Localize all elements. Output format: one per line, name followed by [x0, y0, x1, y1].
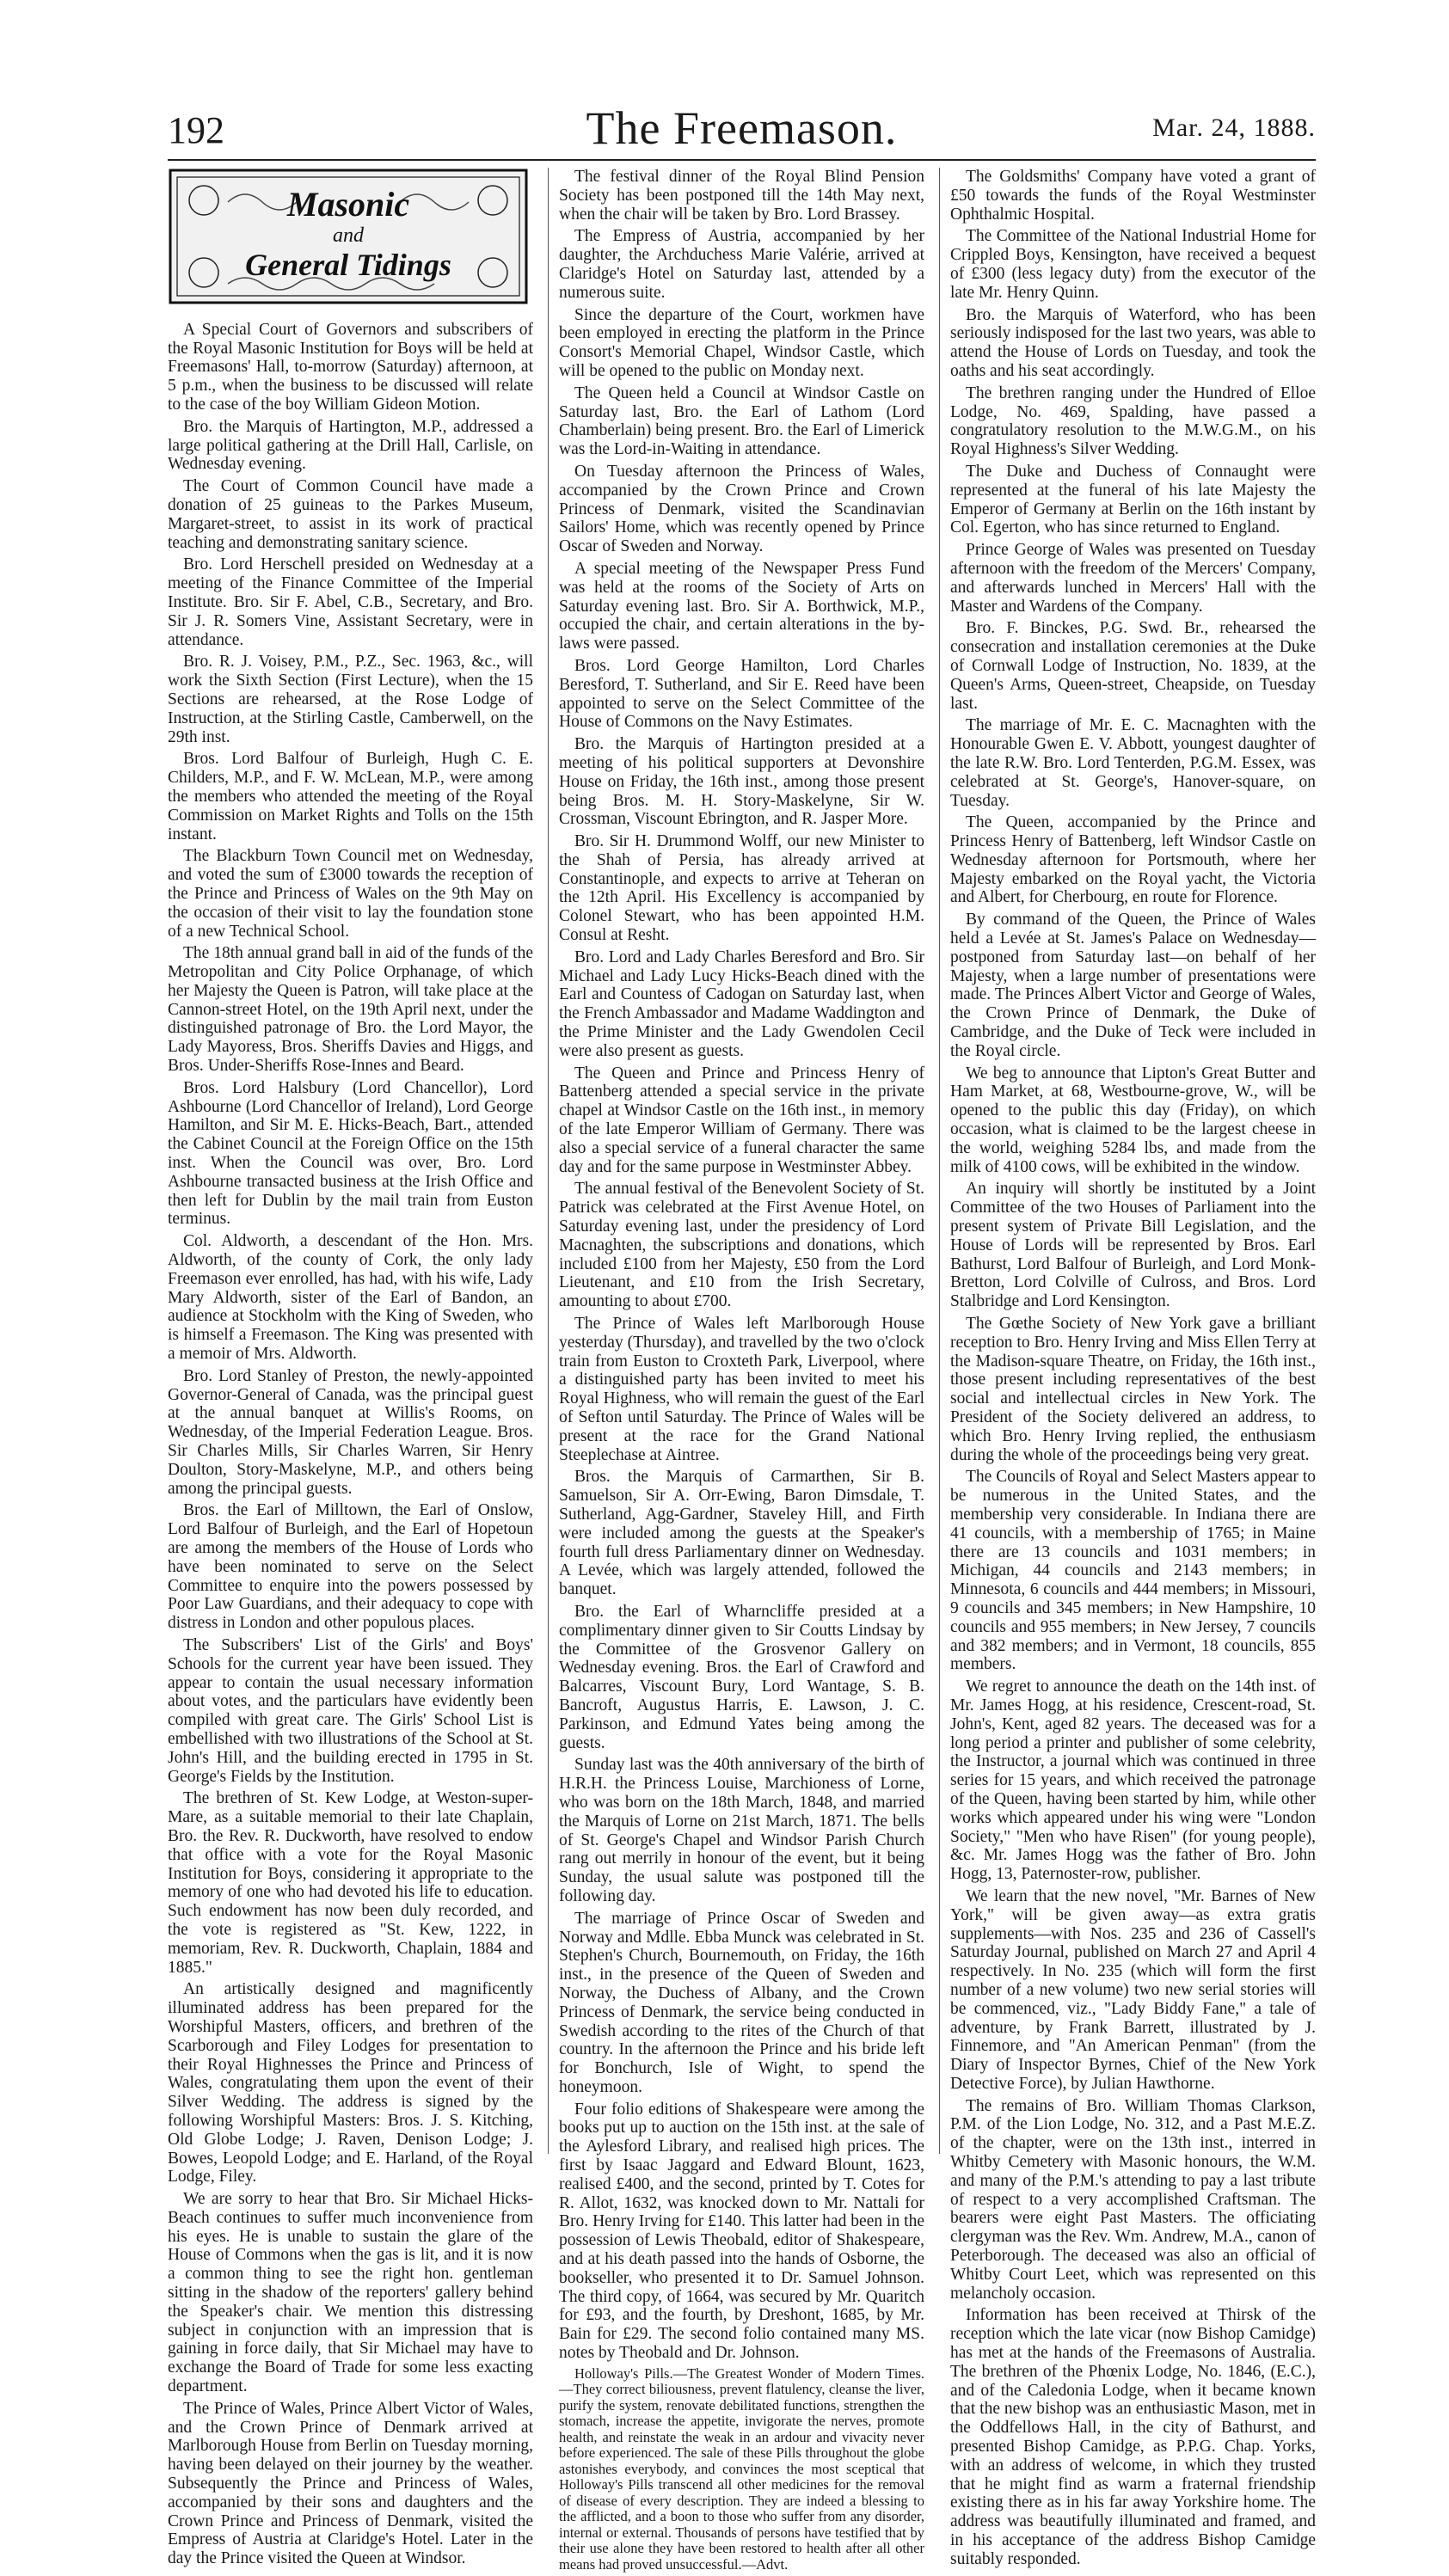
- news-paragraph: Col. Aldworth, a descendant of the Hon. Mrs. Aldworth, of the county of Cork, the only lady Freemason ever enrolled, has had, with his wife, Lady Mary Aldworth, sister of the Earl of Bandon, an audience at Stockholm with the King of Sweden, who is himself a Freemason. The King was presented with a memoir of Mrs. Aldworth.: [168, 1232, 533, 1364]
- news-paragraph: Bros. Lord Balfour of Burleigh, Hugh C. E. Childers, M.P., and F. W. McLean, M.P., were among the members who attended the meeting of the Royal Commission on Market Rights and Tolls on the 15th instant.: [168, 750, 533, 843]
- news-paragraph: We beg to announce that Lipton's Great Butter and Ham Market, at 68, Westbourne-grove, W., will be opened to the public this day (Friday), on which occasion, what is claimed to be the largest cheese in the world, weighing 5284 lbs, and made from the milk of 4100 cows, will be exhibited in the window.: [950, 1064, 1316, 1176]
- news-paragraph: Bro. Lord Herschell presided on Wednesday at a meeting of the Finance Committee of the Imperial Institute. Bro. Sir F. Abel, C.B., Secretary, and Bro. Sir J. R. Somers Vine, Assistant Secretary, were in attendance.: [168, 555, 533, 649]
- page-number: 192: [168, 109, 224, 151]
- news-paragraph: By command of the Queen, the Prince of Wales held a Levée at St. James's Palace on Wednesday—postponed from Saturday last—on behalf of her Majesty, when a large number of presentations were made. The Princes Albert Victor and George of Wales, the Crown Prince of Denmark, the Duke of Cambridge, and the Duke of Teck were included in the Royal circle.: [950, 911, 1316, 1060]
- news-paragraph: Sunday last was the 40th anniversary of the birth of H.R.H. the Princess Louise, Marchioness of Lorne, who was born on the 18th March, 1848, and married the Marquis of Lorne on 21st March, 1871. The bells of St. George's Chapel and Windsor Parish Church rang out merrily in honour of the event, but it being Sunday, the usual salute was postponed till the following day.: [559, 1756, 924, 1905]
- news-paragraph: The marriage of Mr. E. C. Macnaghten with the Honourable Gwen E. V. Abbott, youngest daughter of the late R.W. Bro. Lord Tenterden, P.G.M. Essex, was celebrated at St. George's, Hanover-square, on Tuesday.: [950, 716, 1316, 810]
- news-paragraph: The 18th annual grand ball in aid of the funds of the Metropolitan and City Police Orphanage, of which her Majesty the Queen is Patron, will take place at the Cannon-street Hotel, on the 19th April next, under the distinguished patronage of Bro. the Lord Mayor, the Lady Mayoress, Bros. Sheriffs Davies and Higgs, and Bros. Under-Sheriffs Rose-Innes and Beard.: [168, 944, 533, 1076]
- news-paragraph: The Court of Common Council have made a donation of 25 guineas to the Parkes Museum, Margaret-street, to assist in its work of practical teaching and demonstrating sanitary science.: [168, 477, 533, 552]
- news-paragraph: Bros. the Earl of Milltown, the Earl of Onslow, Lord Balfour of Burleigh, and the Earl of Hopetoun are among the members of the House of Lords who have been nominated to serve on the Select Committee to enquire into the powers possessed by Poor Law Guardians, and their adequacy to cope with distress in London and other populous places.: [168, 1501, 533, 1633]
- news-paragraph: Four folio editions of Shakespeare were among the books put up to auction on the 15th inst. at the sale of the Aylesford Library, and realised high prices. The first by Isaac Jaggard and Edward Blount, 1623, realised £400, and the second, printed by T. Cotes for R. Allot, 1632, was knocked down to Mr. Nattali for Bro. Henry Irving for £140. This latter had been in the possession of Lewis Theobald, editor of Shakespeare, and at his death passed into the hands of Osborne, the bookseller, who presented it to Dr. Samuel Johnson. The third copy, of 1664, was secured by Mr. Quaritch for £93, and the fourth, by Dreshont, 1685, by Mr. Bain for £29. The second folio contained many MS. notes by Theobald and Dr. Johnson.: [559, 2100, 924, 2363]
- news-paragraph: A special meeting of the Newspaper Press Fund was held at the rooms of the Society of Arts on Saturday evening last. Bro. Sir A. Borthwick, M.P., occupied the chair, and certain alterations in the by-laws were passed.: [559, 559, 924, 653]
- news-paragraph: Bro. the Earl of Wharncliffe presided at a complimentary dinner given to Sir Coutts Lindsay by the Committee of the Grosvenor Gallery on Wednesday evening. Bros. the Earl of Crawford and Balcarres, Viscount Bury, Lord Wantage, S. B. Bancroft, Augustus Harris, E. Lawson, J. C. Parkinson, and Edmund Yates being among the guests.: [559, 1602, 924, 1752]
- news-paragraph: The annual festival of the Benevolent Society of St. Patrick was celebrated at the First Avenue Hotel, on Saturday evening last, under the presidency of Lord Macnaghten, the subscriptions and donations, which included £100 from her Majesty, £50 from the Lord Lieutenant, and £10 from the Irish Secretary, amounting to about £700.: [559, 1180, 924, 1311]
- column-3: [950, 168, 1316, 2573]
- news-paragraph: The remains of Bro. William Thomas Clarkson, P.M. of the Lion Lodge, No. 312, and a Past M.E.Z. of the chapter, were on the 13th inst., interred in Whitby Cemetery with Masonic honours, the W.M. and many of the P.M.'s attending to pay a last tribute of respect to a very accomplished Craftsman. The bearers were eight Past Masters. The officiating clergyman was the Rev. Wm. Andrew, M.A., canon of Peterborough. The deceased was also an official of Whitby Court Leet, which was represented on this melancholy occasion.: [950, 2096, 1316, 2303]
- page-header: [168, 101, 1316, 153]
- heading-line-and: and: [333, 224, 364, 247]
- news-paragraph: The Prince of Wales left Marlborough House yesterday (Thursday), and travelled by the two o'clock train from Euston to Croxteth Park, Liverpool, where a distinguished party has been invited to meet his Royal Highness, who will remain the guest of the Earl of Sefton until Saturday. The Prince of Wales will be present at the race for the Grand National Steeplechase at Aintree.: [559, 1315, 924, 1464]
- news-paragraph: The Committee of the National Industrial Home for Crippled Boys, Kensington, have received a bequest of £300 (less legacy duty) from the executor of the late Mr. Henry Quinn.: [950, 227, 1316, 302]
- news-paragraph: Holloway's Pills.—The Greatest Wonder of Modern Times.—They correct biliousness, prevent flatulency, cleanse the liver, purify the system, renovate debilitated functions, strengthen the stomach, increase the appetite, invigorate the nerves, promote health, and reinstate the weak in an ardour and vivacity never before experienced. The sale of these Pills throughout the globe astonishes everybody, and convinces the most sceptical that Holloway's Pills transcend all other medicines for the removal of disease of every description. They are indeed a blessing to the afflicted, and a boon to those who suffer from any disorder, internal or external. Thousands of persons have testified that by their use alone they have been restored to health after all other means had proved unsuccessful.—Advt.: [559, 2364, 924, 2573]
- news-paragraph: Bro. the Marquis of Waterford, who has been seriously indisposed for the last two years, was able to attend the House of Lords on Tuesday, and took the oaths and his seat accordingly.: [950, 305, 1316, 380]
- masthead-title: The Freemason.: [586, 102, 898, 154]
- header-rule: [168, 159, 1316, 161]
- news-paragraph: Prince George of Wales was presented on Tuesday afternoon with the freedom of the Mercers' Company, and afterwards lunched in Mercers' Hall with the Master and Wardens of the Company.: [950, 541, 1316, 616]
- column-rule: [548, 168, 549, 2154]
- news-paragraph: Bro. Sir H. Drummond Wolff, our new Minister to the Shah of Persia, has already arrived at Constantinople, and expects to arrive at Teheran on the 12th April. His Excellency is accompanied by Colonel Stewart, who has been appointed H.M. Consul at Resht.: [559, 832, 924, 945]
- news-paragraph: Information has been received at Thirsk of the reception which the late vicar (now Bishop Camidge) has met at the hands of the Freemasons of Australia. The brethren of the Phœnix Lodge, No. 1846, (E.C.), and of the Caledonia Lodge, when it became known that the new bishop was an enthusiastic Mason, met in the Oddfellows Hall, in the city of Bathurst, and presented Bishop Camidge, as P.P.G. Chap. Yorks, with an address of welcome, in which they trusted that he might find as warm a fraternal friendship existing there as in his far away Yorkshire home. The address was beautifully illuminated and framed, and in his acceptance of the address Bishop Camidge suitably responded.: [950, 2306, 1316, 2568]
- news-paragraph: Bro. F. Binckes, P.G. Swd. Br., rehearsed the consecration and installation ceremonies at the Duke of Cornwall Lodge of Instruction, No. 1839, at the Queen's Arms, Queen-street, Cheapside, on Tuesday last.: [950, 619, 1316, 713]
- news-paragraph: The Subscribers' List of the Girls' and Boys' Schools for the current year have been issued. They appear to contain the usual necessary information about votes, and the particulars have evidently been compiled with great care. The Girls' School List is embellished with two illustrations of the School at St. John's Hill, and the building erected in 1795 in St. George's Fields by the Institution.: [168, 1635, 533, 1786]
- column-2: [559, 168, 924, 2576]
- news-paragraph: The Queen, accompanied by the Prince and Princess Henry of Battenberg, left Windsor Castle on Wednesday afternoon for Portsmouth, where her Majesty embarked on the Royal yacht, the Victoria and Albert, for Cherbourg, en route for Florence.: [950, 813, 1316, 907]
- news-paragraph: On Tuesday afternoon the Princess of Wales, accompanied by the Crown Prince and Crown Princess of Denmark, visited the Scandinavian Sailors' Home, which was recently opened by Prince Oscar of Sweden and Norway.: [559, 462, 924, 556]
- news-paragraph: The Queen and Prince and Princess Henry of Battenberg attended a special service in the private chapel at Windsor Castle on the 16th inst., in memory of the late Emperor William of Germany. There was also a special service of a funeral character the same day and for the same purpose in Westminster Abbey.: [559, 1064, 924, 1176]
- news-paragraph: The Gœthe Society of New York gave a brilliant reception to Bro. Henry Irving and Miss Ellen Terry at the Madison-square Theatre, on Friday, the 16th inst., those present including representatives of the best social and intellectual circles in New York. The President of the Society delivered an address, to which Bro. Henry Irving replied, the enthusiasm during the whole of the proceedings being very great.: [950, 1315, 1317, 1464]
- news-paragraph: The Goldsmiths' Company have voted a grant of £50 towards the funds of the Royal Westminster Ophthalmic Hospital.: [950, 168, 1316, 224]
- news-paragraph: The Councils of Royal and Select Masters appear to be numerous in the United States, and the membership very considerable. In Indiana there are 41 councils, with a membership of 1765; in Maine there are 13 councils and 1031 members; in Michigan, 44 councils and 2143 members; in Minnesota, 6 councils and 444 members; in Missouri, 9 councils and 345 members; in New Hampshire, 10 councils and 955 members; in New Jersey, 7 councils and 382 members; and in Vermont, 18 councils, 855 members.: [950, 1468, 1316, 1674]
- news-paragraph: Since the departure of the Court, workmen have been employed in erecting the platform in the Prince Consort's Memorial Chapel, Windsor Castle, which will be opened to the public on Monday next.: [559, 305, 924, 380]
- news-paragraph: The brethren ranging under the Hundred of Elloe Lodge, No. 469, Spalding, have passed a congratulatory resolution to the M.W.G.M., on his Royal Highness's Silver Wedding.: [950, 383, 1316, 459]
- news-paragraph: The Empress of Austria, accompanied by her daughter, the Archduchess Marie Valérie, arrived at Claridge's Hotel on Saturday last, attended by a numerous suite.: [559, 227, 924, 302]
- news-paragraph: The brethren of St. Kew Lodge, at Weston-super-Mare, as a suitable memorial to their late Chaplain, Bro. the Rev. R. Duckworth, have resolved to endow that office with a vote for the Royal Masonic Institution for Boys, considering it appropriate to the memory of one who had devoted his life to education. Such endowment has now been duly recorded, and the vote is registered as "St. Kew, 1222, in memoriam, Rev. R. Duckworth, Chaplain, 1884 and 1885.": [168, 1789, 533, 1977]
- news-paragraph: The Prince of Wales, Prince Albert Victor of Wales, and the Crown Prince of Denmark arrived at Marlborough House from Berlin on Tuesday morning, having been delayed on their journey by the weather. Subsequently the Prince and Princess of Wales, accompanied by their sons and daughters and the Crown Prince and Princess of Denmark, visited the Empress of Austria at Claridge's Hotel. Later in the day the Prince visited the Queen at Windsor.: [168, 2399, 533, 2568]
- news-paragraph: We regret to announce the death on the 14th inst. of Mr. James Hogg, at his residence, Crescent-road, St. John's, Kent, aged 82 years. The deceased was for a long period a printer and publisher of some celebrity, the Instructor, a journal which was continued in three series for 15 years, and which received the patronage of the Queen, having been started by him, while other works which appeared under his wing were "London Society," "Men who have Risen" (for young people), &c. Mr. James Hogg was the father of Bro. John Hogg, 13, Paternoster-row, publisher.: [950, 1677, 1316, 1884]
- news-paragraph: The marriage of Prince Oscar of Sweden and Norway and Mdlle. Ebba Munck was celebrated in St. Stephen's Church, Bournemouth, on Friday, the 16th inst., in the presence of the Queen of Sweden and Norway, the Duchess of Albany, and the Crown Princess of Denmark, the service being conducted in Swedish according to the rites of the Church of that country. In the afternoon the Prince and his bride left for Bonchurch, Isle of Wight, to spend the honeymoon.: [559, 1909, 924, 2096]
- column-1: [168, 168, 533, 2572]
- section-heading-ornament: [168, 168, 529, 305]
- news-paragraph: An inquiry will shortly be instituted by a Joint Committee of the two Houses of Parliament into the present system of Private Bill Legislation, and the House of Lords will be represented by Bros. Earl Bathurst, Lord Balfour of Burleigh, and Lord Monk-Bretton, Lord Colville of Culross, and Bros. Lord Stalbridge and Lord Kensington.: [950, 1180, 1316, 1311]
- news-paragraph: The Duke and Duchess of Connaught were represented at the funeral of his late Majesty the Emperor of Germany at Berlin on the 16th instant by Col. Egerton, who has since returned to England.: [950, 462, 1316, 537]
- news-paragraph: Bros. the Marquis of Carmarthen, Sir B. Samuelson, Sir A. Orr-Ewing, Baron Dimsdale, T. Sutherland, Agg-Gardner, Staveley Hill, and Firth were included among the guests at the Speaker's fourth full dress Parliamentary dinner on Wednesday. A Levée, which was largely attended, followed the banquet.: [559, 1468, 924, 1599]
- news-paragraph: Bro. Lord and Lady Charles Beresford and Bro. Sir Michael and Lady Lucy Hicks-Beach dined with the Earl and Countess of Cadogan on Saturday last, when the French Ambassador and Madame Waddington and the Prime Minister and the Lady Gwendolen Cecil were also present as guests.: [559, 948, 924, 1060]
- issue-date: Mar. 24, 1888.: [1152, 113, 1316, 142]
- news-paragraph: Bro. R. J. Voisey, P.M., P.Z., Sec. 1963, &c., will work the Sixth Section (First Lecture), when the 15 Sections are rehearsed, at the Rose Lodge of Instruction, at the Stirling Castle, Camberwell, on the 29th inst.: [168, 653, 533, 746]
- news-paragraph: We are sorry to hear that Bro. Sir Michael Hicks-Beach continues to suffer much inconvenience from his eyes. He is unable to sustain the glare of the House of Commons when the gas is lit, and it is now a common thing to see the right hon. gentleman sitting in the shadow of the reporters' gallery behind the Speaker's chair. We mention this distressing subject in conjunction with an impression that is gaining in force daily, that Sir Michael may have to exchange the Board of Trade for some less exacting department.: [168, 2190, 533, 2396]
- news-paragraph: The festival dinner of the Royal Blind Pension Society has been postponed till the 14th May next, when the chair will be taken by Bro. Lord Brassey.: [559, 168, 924, 224]
- news-paragraph: Bros. Lord Halsbury (Lord Chancellor), Lord Ashbourne (Lord Chancellor of Ireland), Lord George Hamilton, and Sir M. E. Hicks-Beach, Bart., attended the Cabinet Council at the Foreign Office on the 15th inst. When the Council was over, Bro. Lord Ashbourne transacted business at the Irish Office and then left for Dublin by the mail train from Euston terminus.: [168, 1078, 533, 1229]
- news-paragraph: Bro. Lord Stanley of Preston, the newly-appointed Governor-General of Canada, was the principal guest at the annual banquet at Willis's Rooms, on Wednesday, of the Imperial Federation League. Bros. Sir Charles Mills, Sir Charles Warren, Sir Henry Doulton, Story-Maskelyne, M.P., and others being among the principal guests.: [168, 1366, 533, 1498]
- news-paragraph: The Queen held a Council at Windsor Castle on Saturday last, Bro. the Earl of Lathom (Lord Chamberlain) being present. Bro. the Earl of Limerick was the Lord-in-Waiting in attendance.: [559, 383, 924, 459]
- heading-line-general-tidings: General Tidings: [245, 248, 451, 282]
- news-paragraph: The Blackburn Town Council met on Wednesday, and voted the sum of £3000 towards the reception of the Prince and Princess of Wales on the 9th May on the occasion of their visit to lay the foundation stone of a new Technical School.: [168, 847, 533, 941]
- news-paragraph: An artistically designed and magnificently illuminated address has been prepared for the Worshipful Masters, officers, and brethren of the Scarborough and Filey Lodges for presentation to their Royal Highnesses the Prince and Princess of Wales, congratulating them upon the event of their Silver Wedding. The address is signed by the following Worshipful Masters: Bros. J. S. Kitching, Old Globe Lodge; J. Raven, Denison Lodge; J. Bowes, Leopold Lodge; and E. Harland, of the Royal Lodge, Filey.: [168, 1980, 533, 2187]
- news-paragraph: Bro. the Marquis of Hartington presided at a meeting of his political supporters at Devonshire House on Friday, the 16th inst., among those present being Bros. M. H. Story-Maskelyne, Sir W. Crossman, Viscount Ebrington, and R. Jasper More.: [559, 735, 924, 829]
- column-rule: [939, 168, 940, 2154]
- news-paragraph: A Special Court of Governors and subscribers of the Royal Masonic Institution for Boys will be held at Freemasons' Hall, to-morrow (Saturday) afternoon, at 5 p.m., when the business to be discussed will relate to the case of the boy William Gideon Motion.: [168, 320, 533, 414]
- news-paragraph: We learn that the new novel, "Mr. Barnes of New York," will be given away—as extra gratis supplements—with Nos. 235 and 236 of Cassell's Saturday Journal, published on March 27 and April 4 respectively. In No. 235 (which will form the first number of a new volume) two new serial stories will be commenced, viz., "Lady Biddy Fane," a tale of adventure, by Frank Barrett, illustrated by J. Finnemore, and "An American Penman" (from the Diary of Inspector Byrnes, Chief of the New York Detective Force), by Julian Hawthorne.: [950, 1886, 1316, 2093]
- news-paragraph: Bro. the Marquis of Hartington, M.P., addressed a large political gathering at the Drill Hall, Carlisle, on Wednesday evening.: [168, 417, 533, 474]
- news-paragraph: Bros. Lord George Hamilton, Lord Charles Beresford, T. Sutherland, and Sir E. Reed have been appointed to serve on the Select Committee of the House of Commons on the Navy Estimates.: [559, 656, 924, 732]
- heading-line-masonic: Masonic: [286, 185, 410, 224]
